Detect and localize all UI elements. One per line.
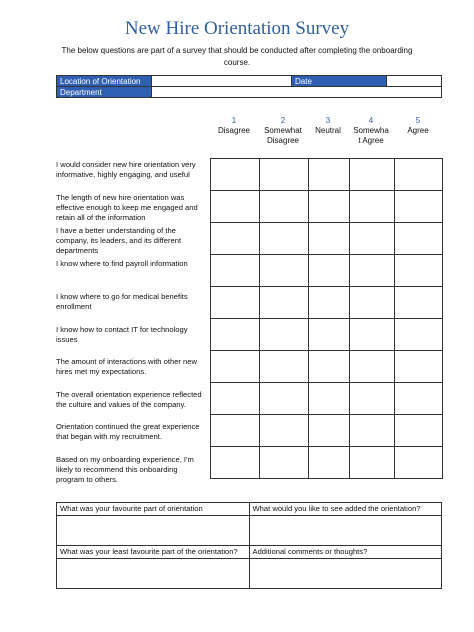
rating-cell-5[interactable]: [395, 255, 443, 287]
rating-cell-1[interactable]: [211, 319, 260, 351]
favourite-question: What was your favourite part of orientation: [57, 503, 250, 516]
page-title: New Hire Orientation Survey: [124, 18, 350, 39]
rating-cell-3[interactable]: [309, 319, 350, 351]
rating-cell-2[interactable]: [260, 287, 309, 319]
rating-cell-4[interactable]: [350, 351, 395, 383]
rating-cell-4[interactable]: [350, 447, 395, 479]
rating-cell-5[interactable]: [395, 383, 443, 415]
comments-question: Additional comments or thoughts?: [249, 546, 442, 559]
rating-cell-2[interactable]: [260, 415, 309, 447]
rating-row: [211, 159, 443, 191]
rating-cell-2[interactable]: [260, 351, 309, 383]
rating-row: [211, 319, 443, 351]
scale-3-number: 3: [325, 116, 331, 125]
added-answer-field[interactable]: [249, 516, 442, 546]
rating-cell-2[interactable]: [260, 447, 309, 479]
rating-row: [211, 351, 443, 383]
least-favourite-answer-field[interactable]: [57, 559, 250, 589]
rating-cell-4[interactable]: [350, 223, 395, 255]
rating-cell-2[interactable]: [260, 191, 309, 223]
rating-cell-2[interactable]: [260, 159, 309, 191]
rating-cell-5[interactable]: [395, 287, 443, 319]
scale-3: [308, 116, 348, 136]
location-field[interactable]: [152, 76, 292, 87]
scale-1: [210, 116, 258, 136]
rating-cell-5[interactable]: [395, 223, 443, 255]
rating-cell-2[interactable]: [260, 255, 309, 287]
rating-cell-3[interactable]: [309, 351, 350, 383]
scale-2: [259, 116, 307, 146]
rating-row: [211, 255, 443, 287]
scale-4-label: Somewha t Agree: [353, 126, 389, 145]
rating-cell-4[interactable]: [350, 159, 395, 191]
rating-cell-3[interactable]: [309, 223, 350, 255]
rating-cell-3[interactable]: [309, 191, 350, 223]
info-table: [56, 75, 442, 98]
question-9: Orientation continued the great experience that began with my recruitment.: [56, 422, 200, 441]
rating-cell-3[interactable]: [309, 383, 350, 415]
location-label: Location of Orientation: [57, 76, 152, 87]
rating-row: [211, 287, 443, 319]
scale-4: [349, 116, 393, 146]
rating-row: [211, 415, 443, 447]
rating-cell-2[interactable]: [260, 383, 309, 415]
question-1: I would consider new hire orientation very informative, highly engaging, and useful: [56, 160, 196, 179]
question-7: The amount of interactions with other new hires met my expectations.: [56, 357, 197, 376]
rating-cell-4[interactable]: [350, 191, 395, 223]
rating-cell-1[interactable]: [211, 191, 260, 223]
rating-grid: [210, 158, 443, 479]
rating-row: [211, 447, 443, 479]
rating-row: [211, 191, 443, 223]
rating-cell-3[interactable]: [309, 159, 350, 191]
scale-3-label: Neutral: [315, 126, 341, 135]
rating-cell-3[interactable]: [309, 287, 350, 319]
rating-row: [211, 383, 443, 415]
scale-2-label: Somewhat Disagree: [264, 126, 302, 145]
rating-cell-1[interactable]: [211, 223, 260, 255]
rating-cell-5[interactable]: [395, 351, 443, 383]
date-field[interactable]: [387, 76, 442, 87]
rating-cell-5[interactable]: [395, 447, 443, 479]
scale-5-number: 5: [415, 116, 421, 125]
rating-cell-4[interactable]: [350, 319, 395, 351]
intro-text: The below questions are part of a survey that should be conducted after completing the onboarding course.: [61, 46, 413, 67]
question-4: I know where to find payroll information: [56, 259, 188, 268]
scale-5: [394, 116, 442, 136]
rating-cell-4[interactable]: [350, 415, 395, 447]
rating-cell-1[interactable]: [211, 287, 260, 319]
scale-1-label: Disagree: [217, 126, 250, 135]
rating-cell-1[interactable]: [211, 447, 260, 479]
rating-cell-1[interactable]: [211, 383, 260, 415]
rating-cell-1[interactable]: [211, 415, 260, 447]
scale-5-label: Agree: [407, 126, 429, 135]
favourite-answer-field[interactable]: [57, 516, 250, 546]
rating-cell-1[interactable]: [211, 255, 260, 287]
question-2: The length of new hire orientation was effective enough to keep me engaged and retain all of the information: [56, 193, 198, 222]
rating-cell-4[interactable]: [350, 287, 395, 319]
department-label: Department: [57, 87, 152, 98]
rating-cell-5[interactable]: [395, 415, 443, 447]
open-questions-table: [56, 502, 442, 589]
rating-cell-1[interactable]: [211, 351, 260, 383]
rating-cell-4[interactable]: [350, 255, 395, 287]
rating-cell-3[interactable]: [309, 415, 350, 447]
scale-4-number: 4: [368, 116, 374, 125]
rating-cell-1[interactable]: [211, 159, 260, 191]
date-label: Date: [292, 76, 387, 87]
rating-cell-5[interactable]: [395, 319, 443, 351]
question-5: I know where to go for medical benefits enrollment: [56, 292, 188, 311]
question-6: I know how to contact IT for technology issues: [56, 325, 188, 344]
rating-cell-5[interactable]: [395, 159, 443, 191]
rating-cell-4[interactable]: [350, 383, 395, 415]
rating-cell-3[interactable]: [309, 447, 350, 479]
rating-cell-3[interactable]: [309, 255, 350, 287]
least-favourite-question: What was your least favourite part of the orientation?: [57, 546, 250, 559]
scale-1-number: 1: [231, 116, 237, 125]
rating-cell-2[interactable]: [260, 223, 309, 255]
question-10: Based on my onboarding experience, I'm likely to recommend this onboarding program to others.: [56, 455, 194, 484]
rating-row: [211, 223, 443, 255]
department-field[interactable]: [152, 87, 442, 98]
rating-cell-5[interactable]: [395, 191, 443, 223]
comments-answer-field[interactable]: [249, 559, 442, 589]
scale-2-number: 2: [280, 116, 286, 125]
rating-cell-2[interactable]: [260, 319, 309, 351]
question-8: The overall orientation experience reflected the culture and values of the company.: [56, 390, 202, 409]
added-question: What would you like to see added the orientation?: [249, 503, 442, 516]
question-3: I have a better understanding of the company, its leaders, and its different departments: [56, 226, 182, 255]
